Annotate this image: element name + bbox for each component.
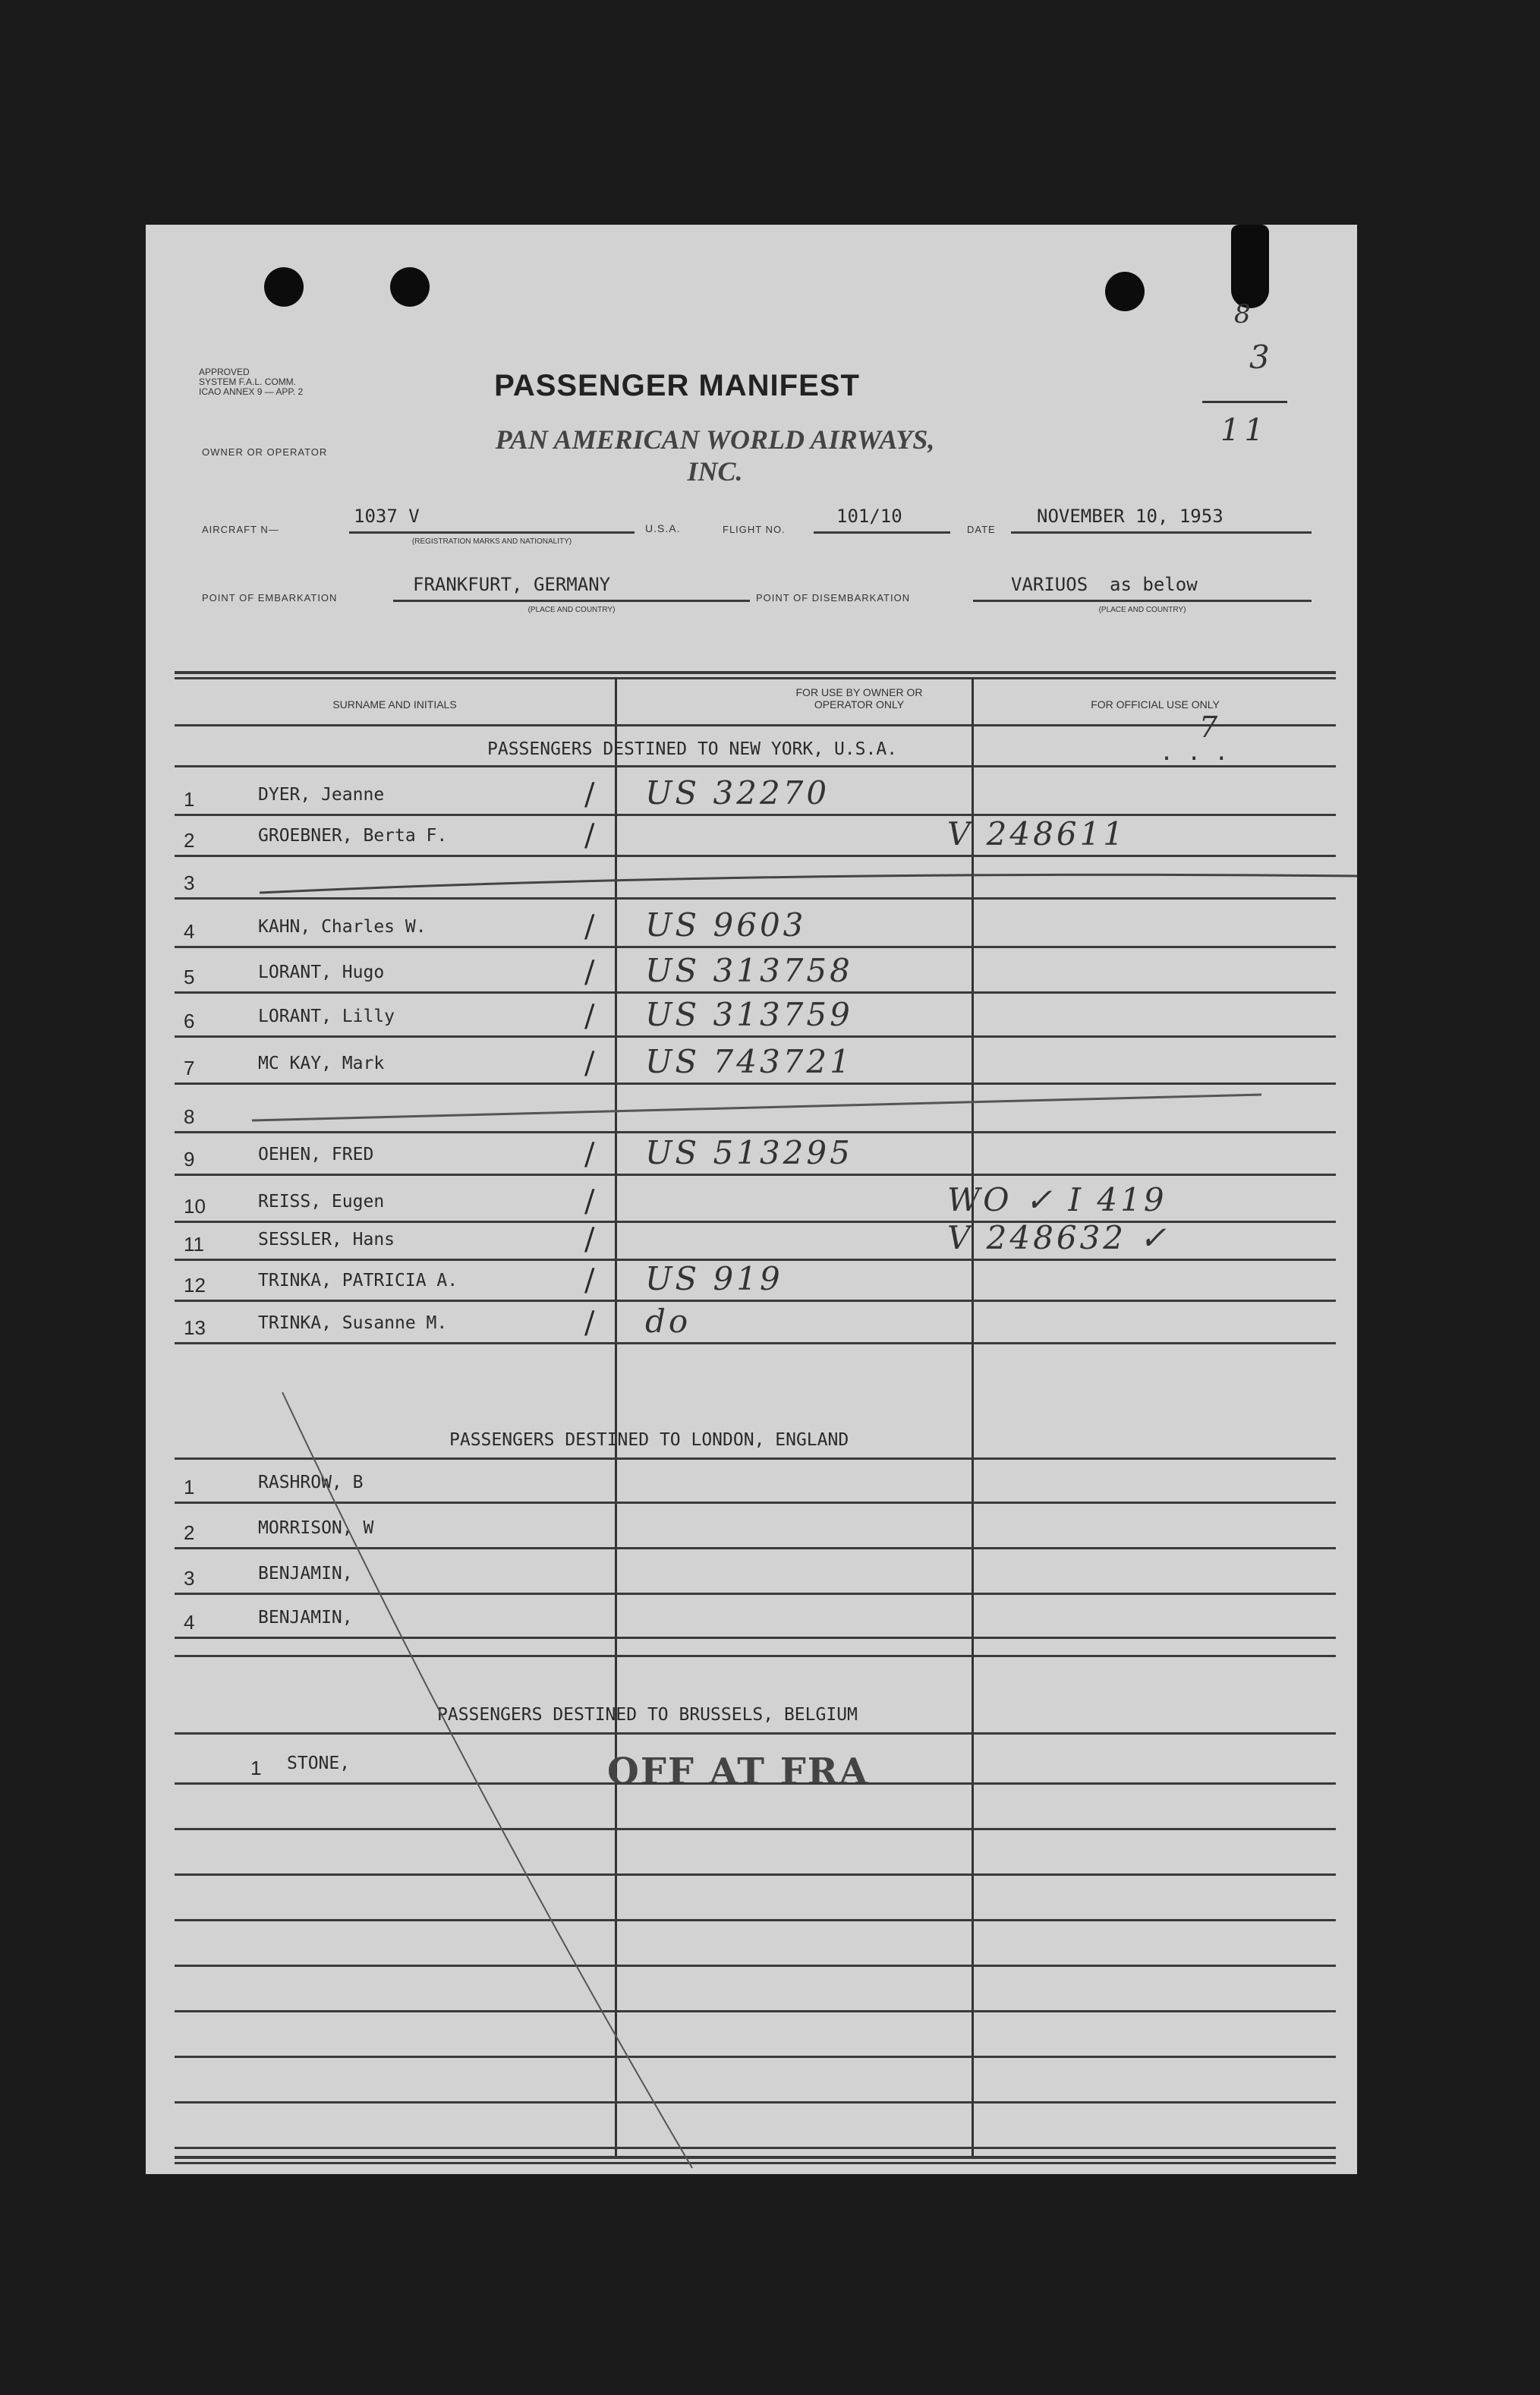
owner-passport-note: US 313758 — [645, 952, 853, 989]
row-number: 3 — [184, 1567, 195, 1590]
col-header-official: FOR OFFICIAL USE ONLY — [1091, 698, 1220, 711]
check-mark: / — [584, 818, 595, 853]
flight-value: 101/10 — [836, 506, 902, 527]
disembark-sublabel: (PLACE AND COUNTRY) — [1098, 606, 1186, 614]
row-number: 3 — [184, 871, 195, 894]
date-label: DATE — [967, 524, 996, 535]
check-mark: / — [584, 1222, 595, 1257]
check-mark: / — [584, 777, 595, 812]
row-number: 2 — [184, 1521, 195, 1544]
off-at-fra-stamp: OFF AT FRA — [607, 1751, 869, 1793]
company-name: PAN AMERICAN WORLD AIRWAYS, INC. — [495, 424, 935, 487]
row-number: 11 — [184, 1233, 204, 1256]
check-mark: / — [584, 1184, 595, 1219]
row-number: 6 — [184, 1010, 195, 1032]
passenger-name: OEHEN, FRED — [258, 1145, 374, 1164]
disembark-value: VARIUOS as below — [1011, 574, 1198, 595]
check-mark: / — [584, 1306, 595, 1341]
row-number: 1 — [250, 1757, 262, 1779]
corner-note-line: 11 — [1220, 413, 1268, 448]
row-number: 1 — [184, 1476, 195, 1498]
passenger-name: LORANT, Lilly — [258, 1007, 395, 1026]
passenger-name: TRINKA, PATRICIA A. — [258, 1271, 458, 1290]
owner-label: OWNER OR OPERATOR — [202, 446, 328, 458]
official-count: 7 — [1199, 711, 1223, 744]
check-mark: / — [584, 1263, 595, 1298]
passenger-name: BENJAMIN, — [258, 1608, 353, 1628]
check-mark: / — [584, 999, 595, 1034]
diagonal-pen-line — [282, 1392, 692, 2168]
owner-passport-note: US 313759 — [645, 996, 853, 1033]
owner-passport-note: do — [645, 1303, 691, 1340]
passenger-name: GROEBNER, Berta F. — [258, 826, 448, 846]
passenger-name: BENJAMIN, — [258, 1564, 353, 1584]
official-count-dots: . . . — [1160, 739, 1229, 766]
aircraft-sublabel: (REGISTRATION MARKS AND NATIONALITY) — [411, 537, 572, 546]
check-mark: / — [584, 955, 595, 990]
usa-label: U.S.A. — [645, 522, 681, 534]
disembark-label: POINT OF DISEMBARKATION — [756, 592, 911, 603]
passenger-name: MORRISON, W — [258, 1518, 374, 1538]
corner-note-line: 8 — [1234, 299, 1255, 329]
passenger-name: SESSLER, Hans — [258, 1230, 395, 1249]
check-mark: / — [584, 1046, 595, 1081]
section-title-new-york: PASSENGERS DESTINED TO NEW YORK, U.S.A. — [487, 739, 898, 759]
passenger-name: KAHN, Charles W. — [258, 917, 427, 937]
manifest-title: PASSENGER MANIFEST — [494, 369, 860, 402]
flight-label: FLIGHT NO. — [723, 524, 786, 535]
col-header-owner: FOR USE BY OWNER OR OPERATOR ONLY — [795, 686, 923, 711]
embark-value: FRANKFURT, GERMANY — [413, 574, 611, 595]
passenger-name: MC KAY, Mark — [258, 1054, 385, 1073]
passenger-name: REISS, Eugen — [258, 1192, 385, 1212]
embark-sublabel: (PLACE AND COUNTRY) — [528, 606, 616, 614]
approval-line: APPROVED — [199, 367, 250, 377]
row-number: 1 — [184, 788, 195, 811]
aircraft-label: AIRCRAFT N— — [202, 524, 279, 535]
row-number: 8 — [184, 1105, 195, 1128]
passenger-name: STONE, — [287, 1754, 351, 1773]
aircraft-value: 1037 V — [354, 506, 420, 527]
approval-line: SYSTEM F.A.L. COMM. — [199, 377, 297, 387]
check-mark: / — [584, 909, 595, 944]
date-value: NOVEMBER 10, 1953 — [1037, 506, 1223, 527]
official-note: V 248632 ✓ — [947, 1219, 1170, 1256]
passenger-name: RASHROW, B — [258, 1473, 364, 1492]
row-number: 4 — [184, 1611, 195, 1634]
embark-label: POINT OF EMBARKATION — [202, 592, 338, 603]
check-mark: / — [584, 1137, 595, 1172]
row-number: 13 — [184, 1316, 206, 1339]
row-number: 5 — [184, 966, 195, 988]
row-number: 9 — [184, 1148, 195, 1171]
row-number: 7 — [184, 1057, 195, 1079]
owner-passport-note: US 32270 — [645, 774, 830, 811]
manifest-sheet — [146, 225, 1357, 2174]
owner-passport-note: US 919 — [645, 1260, 783, 1297]
approval-line: ICAO ANNEX 9 — APP. 2 — [199, 386, 304, 397]
row-number: 2 — [184, 829, 195, 852]
passenger-name: DYER, Jeanne — [258, 785, 385, 805]
owner-passport-note: US 513295 — [645, 1134, 853, 1171]
owner-passport-note: US 9603 — [645, 906, 807, 944]
official-note: WO ✓ I 419 — [947, 1181, 1167, 1218]
section-title-brussels: PASSENGERS DESTINED TO BRUSSELS, BELGIUM — [437, 1705, 858, 1725]
col-header-name: SURNAME AND INITIALS — [332, 698, 457, 711]
strikethrough-line — [252, 1095, 1261, 1120]
official-note: V 248611 — [947, 815, 1127, 852]
row-number: 4 — [184, 920, 195, 943]
corner-note-line: 3 — [1249, 339, 1274, 376]
row-number: 12 — [184, 1274, 206, 1297]
pen-strokes — [146, 225, 1357, 2174]
strikethrough-line — [260, 874, 1357, 893]
section-title-london: PASSENGERS DESTINED TO LONDON, ENGLAND — [449, 1430, 849, 1450]
owner-passport-note: US 743721 — [645, 1043, 853, 1080]
row-number: 10 — [184, 1195, 206, 1218]
passenger-name: LORANT, Hugo — [258, 963, 385, 982]
passenger-name: TRINKA, Susanne M. — [258, 1313, 448, 1333]
